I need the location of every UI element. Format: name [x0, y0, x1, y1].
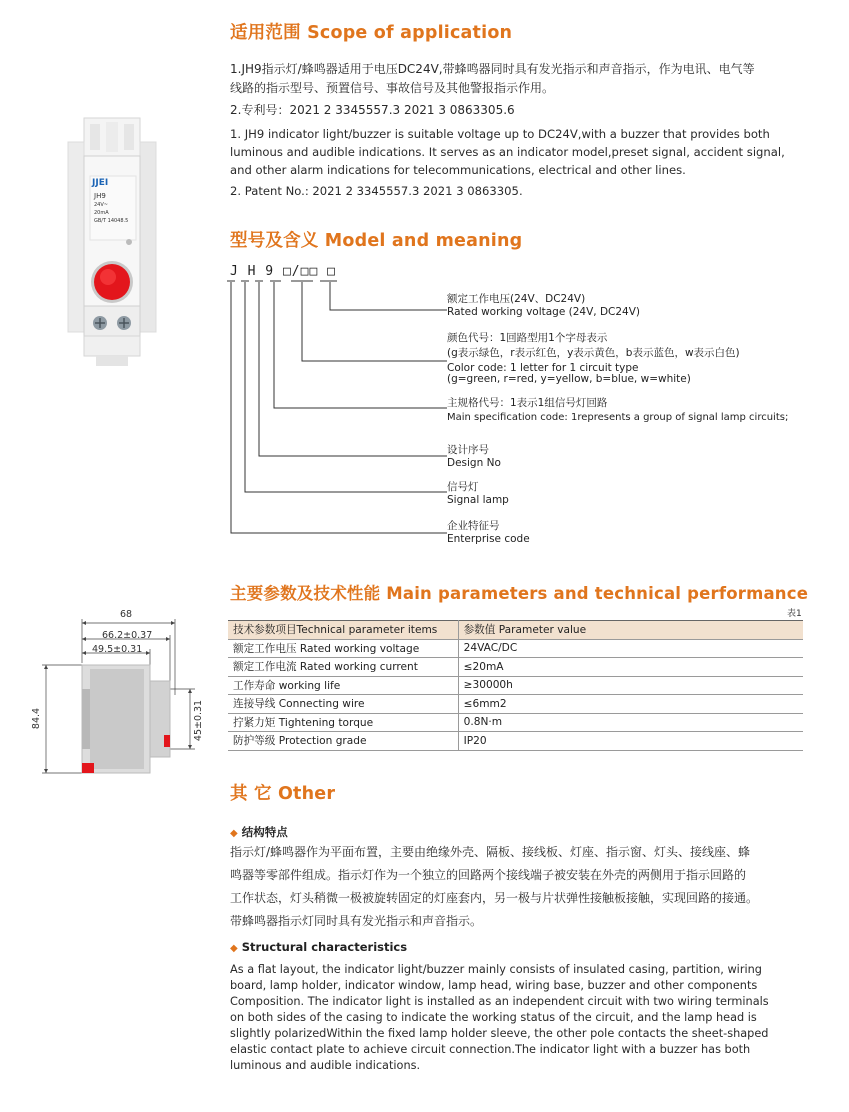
product-standard: GB/T 14048.5 [94, 218, 129, 224]
other-en-subheading [230, 936, 407, 955]
scope-patent-cn: 2.专利号：2021 2 3345557.3 2021 3 0863305.6 [230, 103, 515, 117]
dim-width-66: 66.2±0.37 [102, 630, 153, 641]
model-item-design-en: Design No [447, 457, 501, 469]
params-heading: 主要参数及技术性能 Main parameters and technical performance [230, 584, 809, 603]
model-heading: 型号及含义 Model and meaning [230, 231, 523, 251]
other-en-line4: on both sides of the casing to indicate the working status of the circuit, and the lamp head is [230, 1011, 757, 1024]
dimension-drawing [30, 605, 210, 780]
scope-heading: 适用范围 Scope of application [230, 23, 513, 43]
dim-width-49: 49.5±0.31 [92, 644, 143, 655]
product-brand: JJEI [92, 178, 109, 188]
other-en-subheading-text: Structural characteristics [241, 940, 408, 954]
other-cn-line3: 工作状态，灯头稍微一极被旋转固定的灯座套内，另一极与片状弹性接触板接触，实现回路的接通。 [230, 891, 759, 905]
dim-height-84: 84.4 [31, 707, 43, 730]
model-item-spec-en: Main specification code: 1represents a group of signal lamp circuits; [447, 412, 789, 423]
table-row [228, 676, 803, 695]
model-diagram-lines [225, 280, 455, 550]
param-value: ≤6mm2 [458, 695, 803, 714]
dim-height-45: 45±0.31 [193, 699, 205, 742]
other-en-line2: board, lamp holder, indicator window, lamp head, wiring base, buzzer and other components [230, 979, 758, 992]
other-en-line3: Composition. The indicator light is installed as an independent circuit with two wiring terminals [230, 995, 769, 1008]
param-name: 额定工作电压 Rated working voltage [228, 639, 458, 658]
param-name: 拧紧力矩 Tightening torque [228, 713, 458, 732]
bullet-icon: ◆ [230, 943, 238, 954]
bullet-icon: ◆ [230, 828, 238, 839]
model-code: J H 9 □/□□ □ [230, 264, 336, 279]
param-name: 防护等级 Protection grade [228, 732, 458, 751]
other-cn-subheading-text: 结构特点 [241, 825, 288, 839]
other-cn-line1: 指示灯/蜂鸣器作为平面布置，主要由绝缘外壳、隔板、接线板、灯座、指示窗、灯头、接线座、蜂 [230, 845, 751, 859]
product-voltage: 24V~ [94, 202, 108, 208]
product-model: JH9 [94, 192, 106, 200]
model-item-enterprise-cn: 企业特征号 [447, 520, 500, 532]
param-value: 0.8N·m [458, 713, 803, 732]
product-current: 20mA [94, 210, 109, 216]
model-item-color-en: Color code: 1 letter for 1 circuit type [447, 362, 639, 374]
scope-en-line1: 1. JH9 indicator light/buzzer is suitable voltage up to DC24V,with a buzzer that provides both [230, 127, 770, 141]
model-item-spec-cn: 主规格代号：1表示1组信号灯回路 [447, 397, 608, 409]
other-en-line1: As a flat layout, the indicator light/buzzer mainly consists of insulated casing, partition, wiring [230, 963, 762, 976]
scope-patent-en: 2. Patent No.: 2021 2 3345557.3 2021 3 0863305. [230, 184, 523, 198]
table-row [228, 695, 803, 714]
table-row [228, 639, 803, 658]
other-cn-line2: 鸣器等零部件组成。指示灯作为一个独立的回路两个接线端子被安装在外壳的两侧用于指示回路的 [230, 868, 747, 882]
param-name: 额定工作电流 Rated working current [228, 658, 458, 677]
table-row [228, 658, 803, 677]
other-cn-subheading [230, 821, 288, 840]
scope-en-line2: luminous and audible indications. It serves as an indicator model,preset signal, accident signal, [230, 145, 785, 159]
param-name: 连接导线 Connecting wire [228, 695, 458, 714]
model-item-voltage-cn: 额定工作电压(24V、DC24V) [447, 293, 586, 305]
other-en-line6: elastic contact plate to achieve circuit connection.The indicator light with a buzzer has both [230, 1043, 751, 1056]
params-header-items: 技术参数项目Technical parameter items [228, 621, 458, 640]
params-header-value: 参数值 Parameter value [458, 621, 803, 640]
model-item-color-en2: (g=green, r=red, y=yellow, b=blue, w=white) [447, 373, 691, 385]
param-value: ≤20mA [458, 658, 803, 677]
model-item-enterprise-en: Enterprise code [447, 533, 530, 545]
params-table [228, 620, 803, 751]
scope-cn-line1: 1.JH9指示灯/蜂鸣器适用于电压DC24V,带蜂鸣器同时具有发光指示和声音指示，作为电讯、电气等 [230, 62, 755, 76]
param-value: 24VAC/DC [458, 639, 803, 658]
params-table-number: 表1 [787, 609, 802, 619]
params-table-header [228, 621, 803, 640]
scope-en-line3: and other alarm indications for telecommunications, electrical and other lines. [230, 163, 686, 177]
table-row [228, 732, 803, 751]
dim-width-68: 68 [120, 609, 133, 620]
model-item-color-cn2: (g表示绿色，r表示红色，y表示黄色，b表示蓝色，w表示白色) [447, 347, 740, 359]
model-item-voltage-en: Rated working voltage (24V, DC24V) [447, 306, 641, 318]
model-item-design-cn: 设计序号 [447, 444, 489, 456]
param-name: 工作寿命 working life [228, 676, 458, 695]
other-cn-line4: 带蜂鸣器指示灯同时具有发光指示和声音指示。 [230, 914, 483, 928]
other-en-line5: slightly polarizedWithin the fixed lamp holder sleeve, the other pole contacts the sheet-shaped [230, 1027, 769, 1040]
model-item-signal-cn: 信号灯 [447, 481, 479, 493]
model-item-color-cn: 颜色代号：1回路型用1个字母表示 [447, 332, 608, 344]
param-value: ≥30000h [458, 676, 803, 695]
table-row [228, 713, 803, 732]
other-heading: 其 它 Other [230, 784, 336, 804]
param-value: IP20 [458, 732, 803, 751]
scope-cn-line2: 线路的指示型号、预置信号、事故信号及其他警报指示作用。 [230, 81, 555, 95]
product-image [60, 112, 170, 372]
model-item-signal-en: Signal lamp [447, 494, 509, 506]
other-en-line7: luminous and audible indications. [230, 1059, 421, 1072]
